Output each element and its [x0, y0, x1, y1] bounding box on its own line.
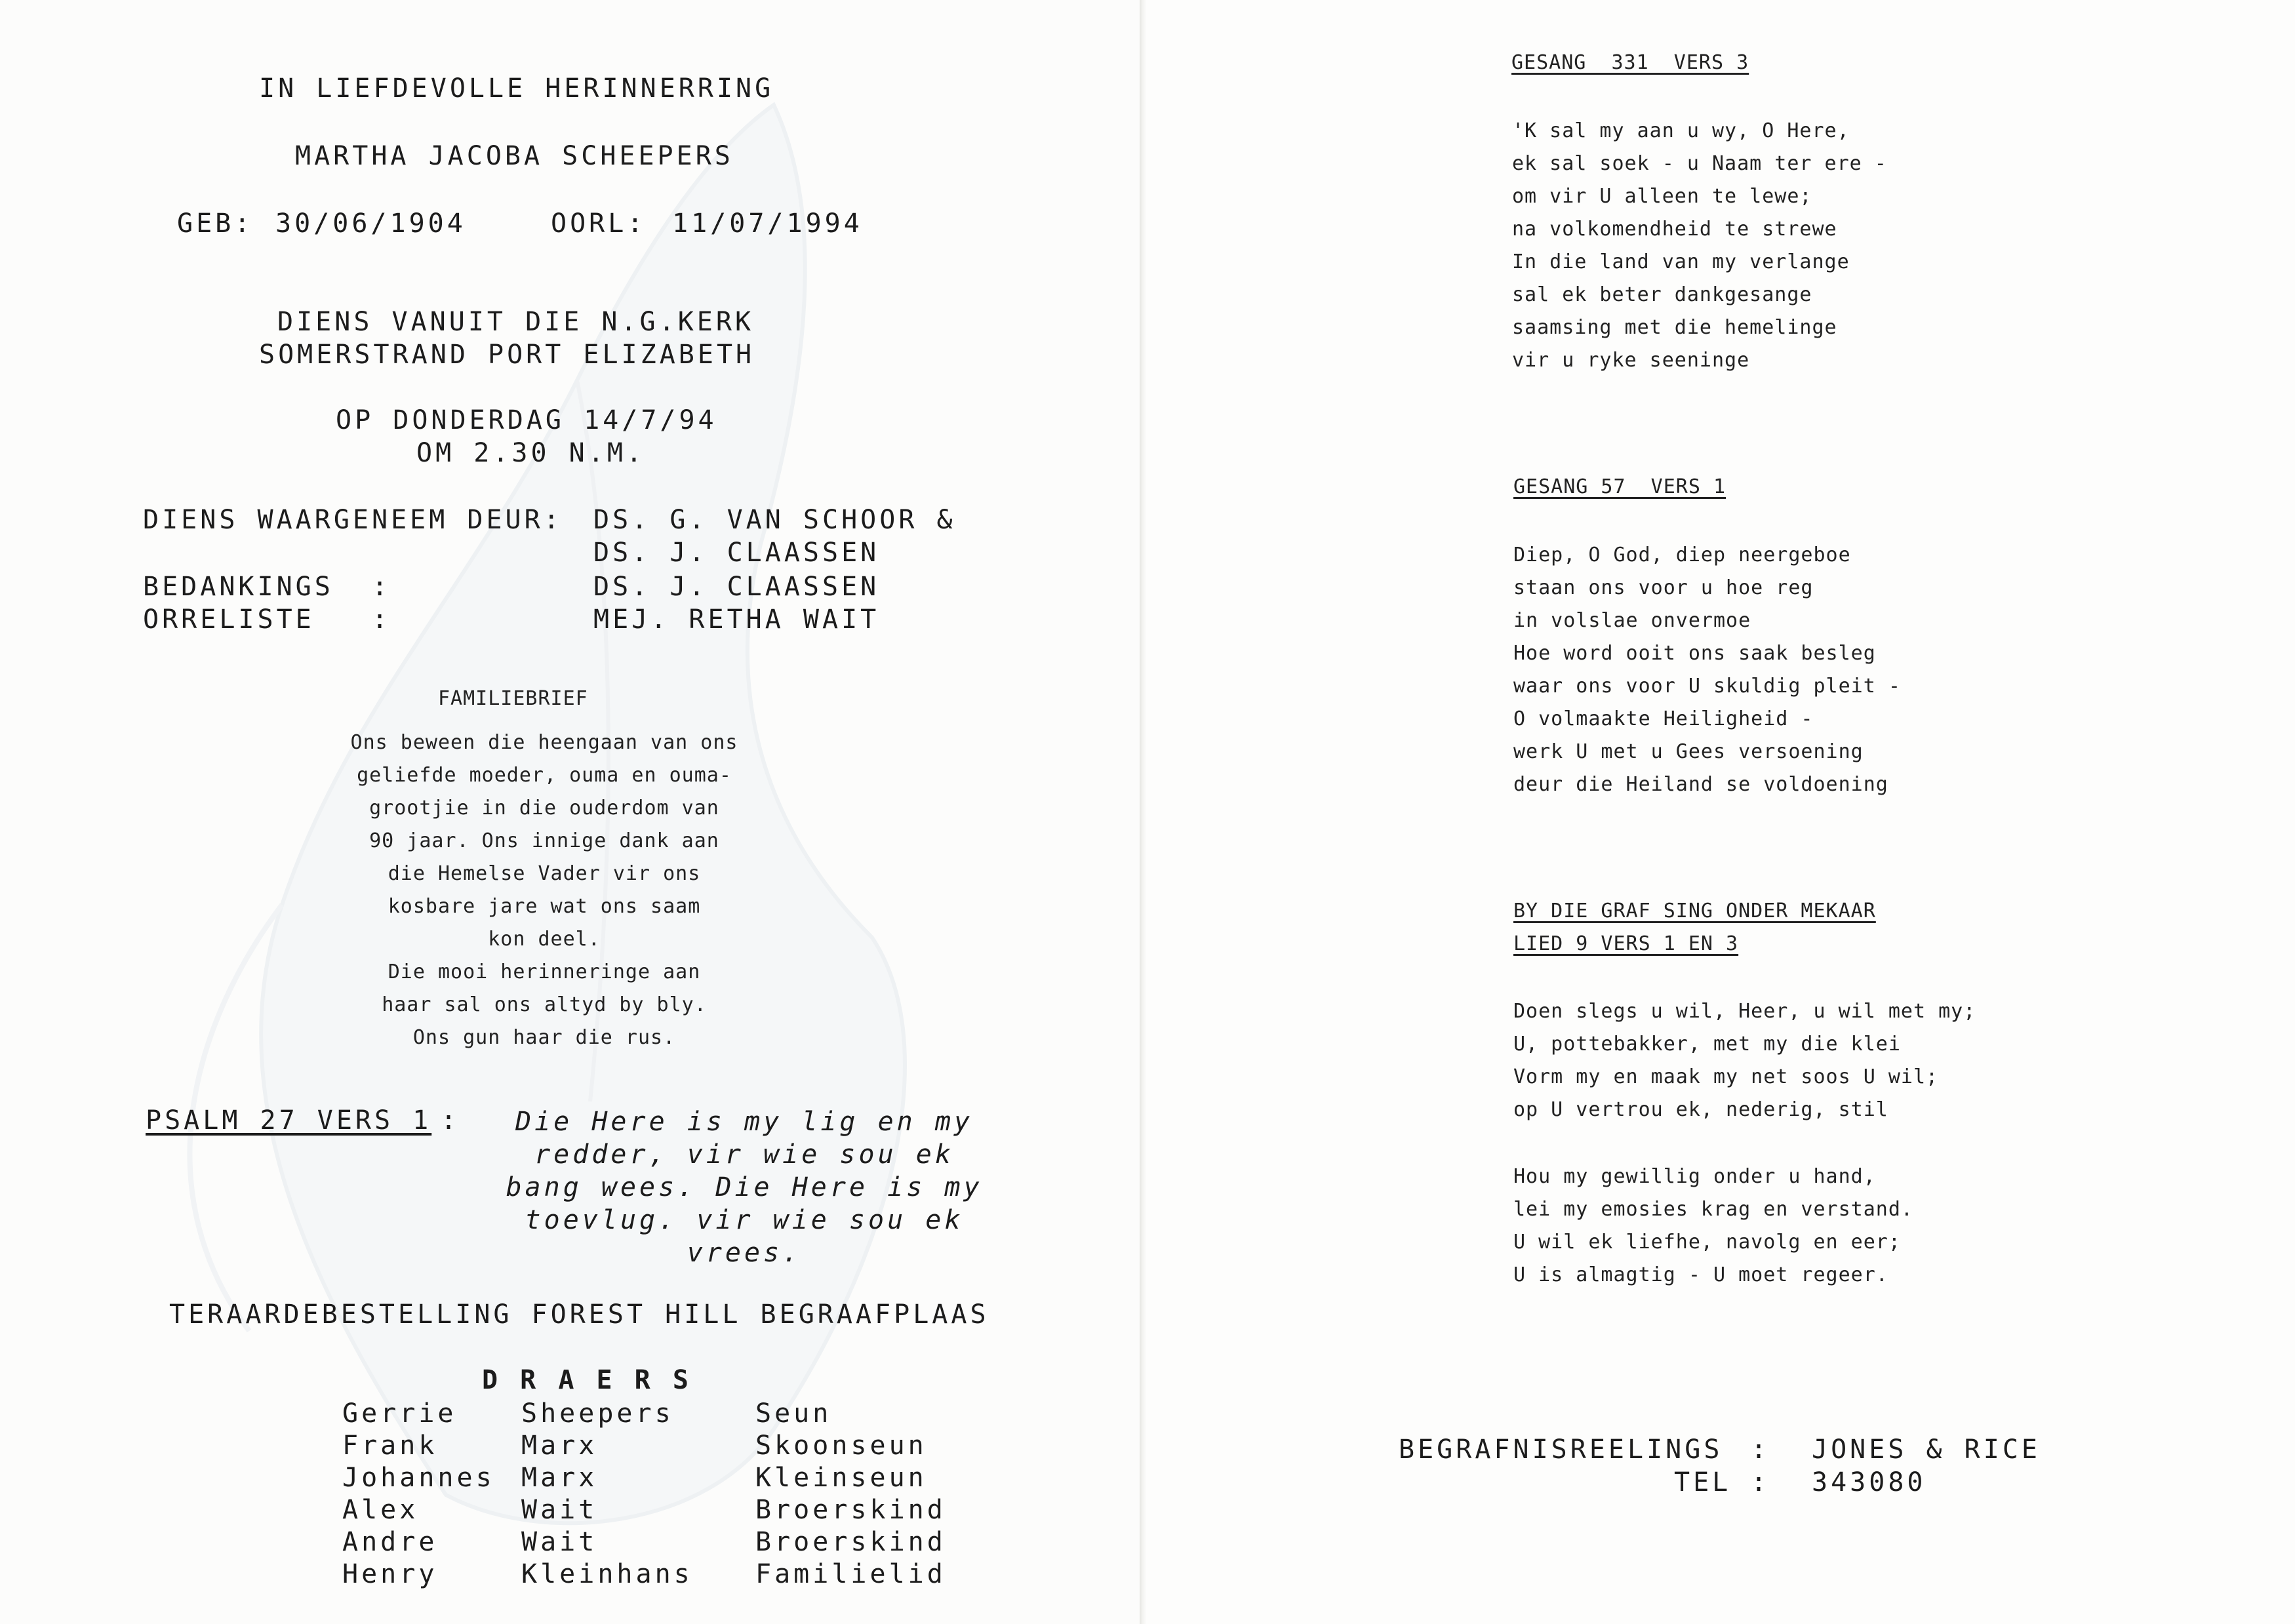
hymn2-line: staan ons voor u hoe reg [1513, 576, 1814, 599]
song-stanza-1 [1513, 995, 2104, 1126]
graveside-song-reference: LIED 9 VERS 1 EN 3 [1513, 932, 1739, 955]
psalm-line: redder, vir wie sou ek [534, 1139, 954, 1170]
bearer-first-name: Frank [342, 1431, 438, 1461]
bearer-surname: Marx [521, 1431, 598, 1461]
burial-location: TERAARDEBESTELLING FOREST HILL BEGRAAFPLAAS [169, 1299, 989, 1330]
deceased-name: MARTHA JACOBA SCHEEPERS [295, 141, 734, 171]
psalm-line: vrees. [687, 1238, 802, 1268]
familiebrief-line: haar sal ons altyd by bly. [382, 993, 707, 1016]
hymn2-line: waar ons voor U skuldig pleit - [1513, 675, 1901, 698]
familiebrief-line: grootjie in die ouderdom van [369, 797, 719, 820]
bearers-title: D R A E R S [482, 1365, 692, 1395]
bearer-first-name: Alex [342, 1495, 419, 1525]
tel-value: 343080 [1812, 1467, 1926, 1497]
familiebrief-line: die Hemelse Vader vir ons [388, 862, 701, 885]
song-line: op U vertrou ek, nederig, stil [1513, 1098, 1888, 1121]
hymn1-line: saamsing met die hemelinge [1512, 316, 1837, 339]
tel-label: TEL [1674, 1467, 1732, 1497]
psalm-reference: PSALM 27 VERS 1 [146, 1105, 432, 1136]
hymn2-title: GESANG 57 VERS 1 [1513, 475, 1726, 498]
bearer-relation: Kleinseun [755, 1463, 927, 1493]
arrangements-separator: : [1751, 1435, 1770, 1465]
left-page [0, 0, 1141, 1624]
song-line: U is almagtig - U moet regeer. [1513, 1263, 1888, 1286]
bearer-first-name: Gerrie [342, 1398, 457, 1429]
hymn1-line: In die land van my verlange [1512, 250, 1850, 273]
familiebrief-line: kosbare jare wat ons saam [388, 895, 701, 918]
bearer-surname: Marx [521, 1463, 598, 1493]
bearers-first-names [342, 1398, 495, 1591]
song-line: Hou my gewillig onder u hand, [1513, 1165, 1876, 1188]
bearer-first-name: Andre [342, 1527, 438, 1557]
hymn1-line: om vir U alleen te lewe; [1512, 185, 1812, 208]
arrangements-label: BEGRAFNISREELINGS [1399, 1435, 1723, 1465]
bearer-relation: Familielid [755, 1559, 946, 1589]
bearer-first-name: Henry [342, 1559, 438, 1589]
service-time: OM 2.30 N.M. [416, 438, 645, 468]
song-stanza-2 [1513, 1160, 2104, 1292]
right-page [1146, 0, 2295, 1624]
bearer-relation: Skoonseun [755, 1431, 927, 1461]
organist-value: MEJ. RETHA WAIT [593, 604, 880, 635]
song-line: Vorm my en maak my net soos U wil; [1513, 1065, 1939, 1088]
bearer-first-name: Johannes [342, 1463, 495, 1493]
hymn2-line: in volslae onvermoe [1513, 609, 1751, 632]
psalm-line: bang wees. Die Here is my [506, 1172, 983, 1202]
died-date: 11/07/1994 [672, 208, 863, 239]
familiebrief-line: Ons beween die heengaan van ons [350, 731, 738, 754]
hymn1-line: sal ek beter dankgesange [1512, 283, 1812, 306]
familiebrief-line: geliefde moeder, ouma en ouma- [357, 764, 732, 787]
bearer-relation: Seun [755, 1398, 832, 1429]
bearer-surname: Kleinhans [521, 1559, 693, 1589]
hymn2-line: deur die Heiland se voldoening [1513, 773, 1888, 796]
hymn1-line: 'K sal my aan u wy, O Here, [1512, 119, 1850, 142]
psalm-line: Die Here is my lig en my [515, 1107, 973, 1137]
arrangements-value: JONES & RICE [1812, 1435, 2041, 1465]
hymn2-text [1513, 539, 2038, 801]
bearer-surname: Wait [521, 1527, 598, 1557]
hymn1-line: ek sal soek - u Naam ter ere - [1512, 152, 1887, 175]
hymn2-line: werk U met u Gees versoening [1513, 740, 1864, 763]
bearer-surname: Wait [521, 1495, 598, 1525]
hymn2-line: Diep, O God, diep neergeboe [1513, 544, 1851, 566]
service-location-1: DIENS VANUIT DIE N.G.KERK [277, 307, 755, 337]
song-line: U wil ek liefhe, navolg en eer; [1513, 1231, 1901, 1254]
organist-label: ORRELISTE : [143, 604, 391, 635]
thanks-label: BEDANKINGS : [143, 572, 391, 602]
thanks-value: DS. J. CLAASSEN [593, 572, 880, 602]
born-date: 30/06/1904 [275, 208, 466, 239]
familiebrief-line: 90 jaar. Ons innige dank aan [369, 829, 719, 852]
psalm-line: toevlug. vir wie sou ek [525, 1205, 964, 1235]
song-line: U, pottebakker, met my die klei [1513, 1033, 1901, 1056]
bearer-relation: Broerskind [755, 1527, 946, 1557]
familiebrief-title: FAMILIEBRIEF [438, 687, 588, 710]
officiant-value-2: DS. J. CLAASSEN [593, 538, 880, 568]
died-label: OORL: [551, 208, 647, 239]
service-date: OP DONDERDAG 14/7/94 [336, 405, 717, 435]
bearer-surname: Sheepers [521, 1398, 674, 1429]
hymn1-line: vir u ryke seeninge [1512, 349, 1750, 372]
hymn1-text [1512, 115, 2037, 377]
graveside-title: BY DIE GRAF SING ONDER MEKAAR [1513, 900, 1876, 922]
familiebrief-line: Ons gun haar die rus. [412, 1026, 676, 1049]
familiebrief-line: kon deel. [488, 928, 601, 951]
hymn1-title: GESANG 331 VERS 3 [1511, 51, 1749, 74]
familiebrief-text [334, 726, 754, 1054]
hymn2-line: O volmaakte Heiligheid - [1513, 707, 1814, 730]
psalm-colon: : [441, 1105, 460, 1136]
psalm-text [482, 1105, 1007, 1269]
song-line: Doen slegs u wil, Heer, u wil met my; [1513, 1000, 1976, 1023]
bearers-surnames [521, 1398, 693, 1591]
familiebrief-line: Die mooi herinneringe aan [388, 961, 701, 983]
officiant-value-1: DS. G. VAN SCHOOR & [593, 505, 956, 535]
bearers-relations [755, 1398, 946, 1591]
tel-separator: : [1751, 1467, 1770, 1497]
bearer-relation: Broerskind [755, 1495, 946, 1525]
song-line: lei my emosies krag en verstand. [1513, 1198, 1913, 1221]
service-location-2: SOMERSTRAND PORT ELIZABETH [259, 340, 755, 370]
hymn1-line: na volkomendheid te strewe [1512, 218, 1837, 241]
memorial-heading: IN LIEFDEVOLLE HERINNERRING [259, 73, 774, 104]
hymn2-line: Hoe word ooit ons saak besleg [1513, 642, 1876, 665]
officiant-label-1: DIENS WAARGENEEM DEUR: [143, 505, 563, 535]
born-label: GEB: [177, 208, 254, 239]
